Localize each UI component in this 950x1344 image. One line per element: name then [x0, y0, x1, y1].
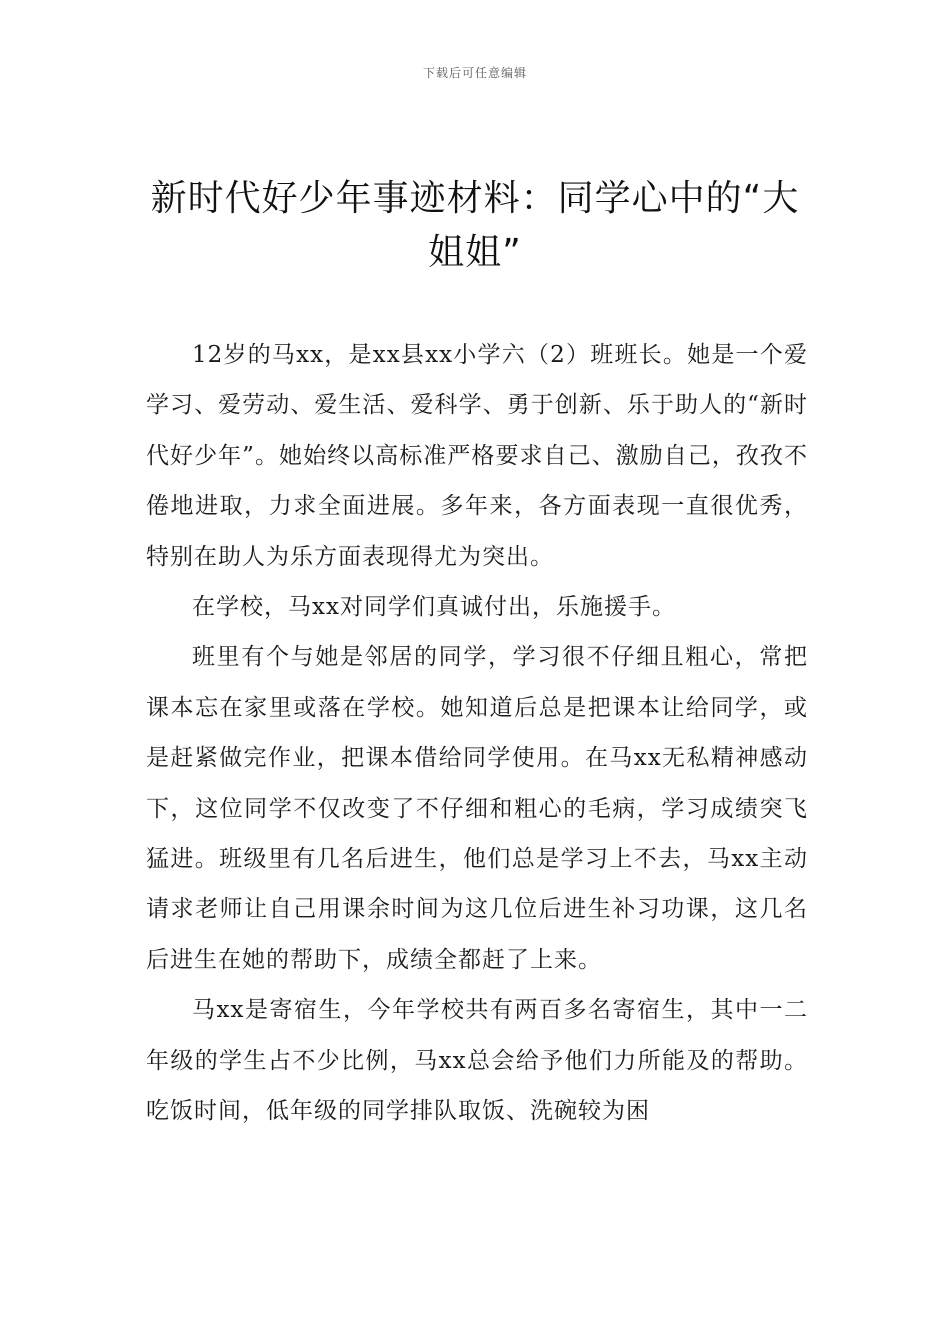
paragraph-1: 12岁的马xx，是xx县xx小学六（2）班班长。她是一个爱学习、爱劳动、爱生活、爱科学、勇于创新、乐于助人的“新时代好少年”。她始终以高标准严格要求自己、激励自己，孜孜不倦地进取，力求全面进展。多年来，各方面表现一直很优秀，特别在助人为乐方面表现得尤为突出。	[146, 342, 808, 570]
page-header-note: 下载后可任意编辑	[422, 66, 527, 80]
document-body	[146, 330, 808, 1137]
paragraph-2: 在学校，马xx对同学们真诚付出，乐施援手。	[192, 594, 676, 621]
document-title: 新时代好少年事迹材料：同学心中的“大姐姐”	[150, 178, 800, 273]
paragraph-4: 马xx是寄宿生，今年学校共有两百多名寄宿生，其中一二年级的学生占不少比例，马xx总会给予他们力所能及的帮助。吃饭时间，低年级的同学排队取饭、洗碗较为困	[146, 997, 808, 1125]
paragraph-3: 班里有个与她是邻居的同学，学习很不仔细且粗心，常把课本忘在家里或落在学校。她知道后总是把课本让给同学，或是赶紧做完作业，把课本借给同学使用。在马xx无私精神感动下，这位同学不仅改变了不仔细和粗心的毛病，学习成绩突飞猛进。班级里有几名后进生，他们总是学习上不去，马xx主动请求老师让自己用课余时间为这几位后进生补习功课，这几名后进生在她的帮助下，成绩全都赶了上来。	[146, 644, 808, 973]
